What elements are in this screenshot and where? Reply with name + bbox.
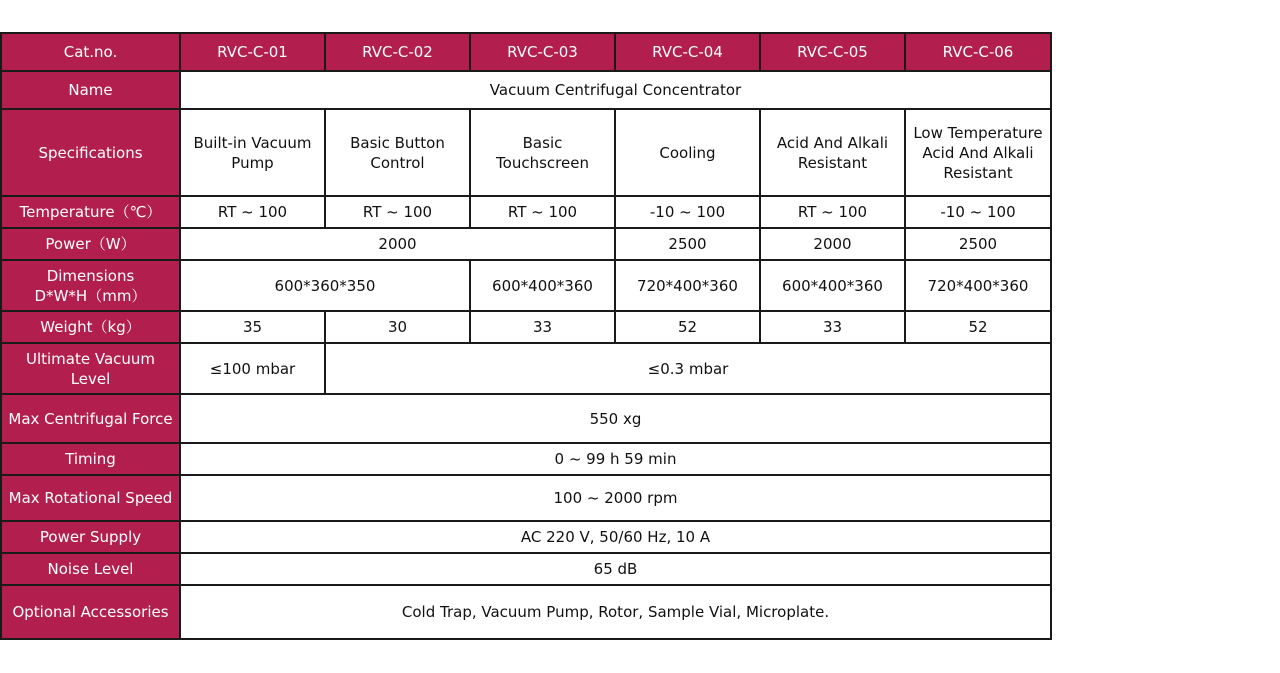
vacuum-cell: ≤0.3 mbar [325, 343, 1051, 394]
weight-cell: 52 [615, 311, 760, 343]
rotational-speed-value: 100 ~ 2000 rpm [180, 475, 1051, 521]
weight-cell: 52 [905, 311, 1051, 343]
spec-cell: Cooling [615, 109, 760, 196]
power-cell: 2500 [905, 228, 1051, 260]
temperature-cell: RT ~ 100 [180, 196, 325, 228]
dimensions-cell: 720*400*360 [615, 260, 760, 311]
weight-cell: 33 [760, 311, 905, 343]
model-header: RVC-C-06 [905, 33, 1051, 71]
temperature-cell: RT ~ 100 [325, 196, 470, 228]
catno-row [1, 33, 1051, 71]
power-supply-value: AC 220 V, 50/60 Hz, 10 A [180, 521, 1051, 553]
vacuum-cell: ≤100 mbar [180, 343, 325, 394]
dimensions-cell: 600*360*350 [180, 260, 470, 311]
dimensions-row [1, 260, 1051, 311]
centrifugal-force-value: 550 xg [180, 394, 1051, 443]
row-label-noise-level: Noise Level [1, 553, 180, 585]
spec-cell: Basic Button Control [325, 109, 470, 196]
weight-row [1, 311, 1051, 343]
power-cell: 2000 [180, 228, 615, 260]
temperature-cell: RT ~ 100 [470, 196, 615, 228]
temperature-cell: -10 ~ 100 [615, 196, 760, 228]
accessories-value: Cold Trap, Vacuum Pump, Rotor, Sample Vial, Microplate. [180, 585, 1051, 639]
model-header: RVC-C-03 [470, 33, 615, 71]
noise-level-value: 65 dB [180, 553, 1051, 585]
power-row [1, 228, 1051, 260]
temperature-row [1, 196, 1051, 228]
row-label-power: Power（W） [1, 228, 180, 260]
row-label-temperature: Temperature（℃） [1, 196, 180, 228]
dimensions-cell: 600*400*360 [760, 260, 905, 311]
ultimate-vacuum-row [1, 343, 1051, 394]
row-label-dimensions [1, 260, 180, 311]
row-label-timing: Timing [1, 443, 180, 475]
model-header: RVC-C-02 [325, 33, 470, 71]
catno-label: Cat.no. [1, 33, 180, 71]
row-label-name: Name [1, 71, 180, 109]
model-header: RVC-C-01 [180, 33, 325, 71]
spec-cell: Low Temperature Acid And Alkali Resistant [905, 109, 1051, 196]
dimensions-label-line2: D*W*H（mm） [34, 286, 147, 305]
temperature-cell: -10 ~ 100 [905, 196, 1051, 228]
noise-level-row [1, 553, 1051, 585]
temperature-cell: RT ~ 100 [760, 196, 905, 228]
weight-cell: 30 [325, 311, 470, 343]
timing-row [1, 443, 1051, 475]
specifications-row [1, 109, 1051, 196]
row-label-rotational-speed: Max Rotational Speed [1, 475, 180, 521]
name-value: Vacuum Centrifugal Concentrator [180, 71, 1051, 109]
power-cell: 2000 [760, 228, 905, 260]
row-label-accessories: Optional Accessories [1, 585, 180, 639]
row-label-weight: Weight（kg） [1, 311, 180, 343]
spec-cell: Built-in Vacuum Pump [180, 109, 325, 196]
spec-cell: Acid And Alkali Resistant [760, 109, 905, 196]
power-supply-row [1, 521, 1051, 553]
centrifugal-force-row [1, 394, 1051, 443]
name-row [1, 71, 1051, 109]
power-cell: 2500 [615, 228, 760, 260]
row-label-power-supply: Power Supply [1, 521, 180, 553]
row-label-specifications: Specifications [1, 109, 180, 196]
dimensions-label-line1: Dimensions [46, 266, 135, 285]
row-label-ultimate-vacuum: Ultimate Vacuum Level [1, 343, 180, 394]
weight-cell: 33 [470, 311, 615, 343]
accessories-row [1, 585, 1051, 639]
dimensions-cell: 720*400*360 [905, 260, 1051, 311]
spec-table [0, 32, 1052, 640]
model-header: RVC-C-04 [615, 33, 760, 71]
weight-cell: 35 [180, 311, 325, 343]
row-label-centrifugal-force: Max Centrifugal Force [1, 394, 180, 443]
dimensions-cell: 600*400*360 [470, 260, 615, 311]
rotational-speed-row [1, 475, 1051, 521]
spec-cell: Basic Touchscreen [470, 109, 615, 196]
model-header: RVC-C-05 [760, 33, 905, 71]
timing-value: 0 ~ 99 h 59 min [180, 443, 1051, 475]
